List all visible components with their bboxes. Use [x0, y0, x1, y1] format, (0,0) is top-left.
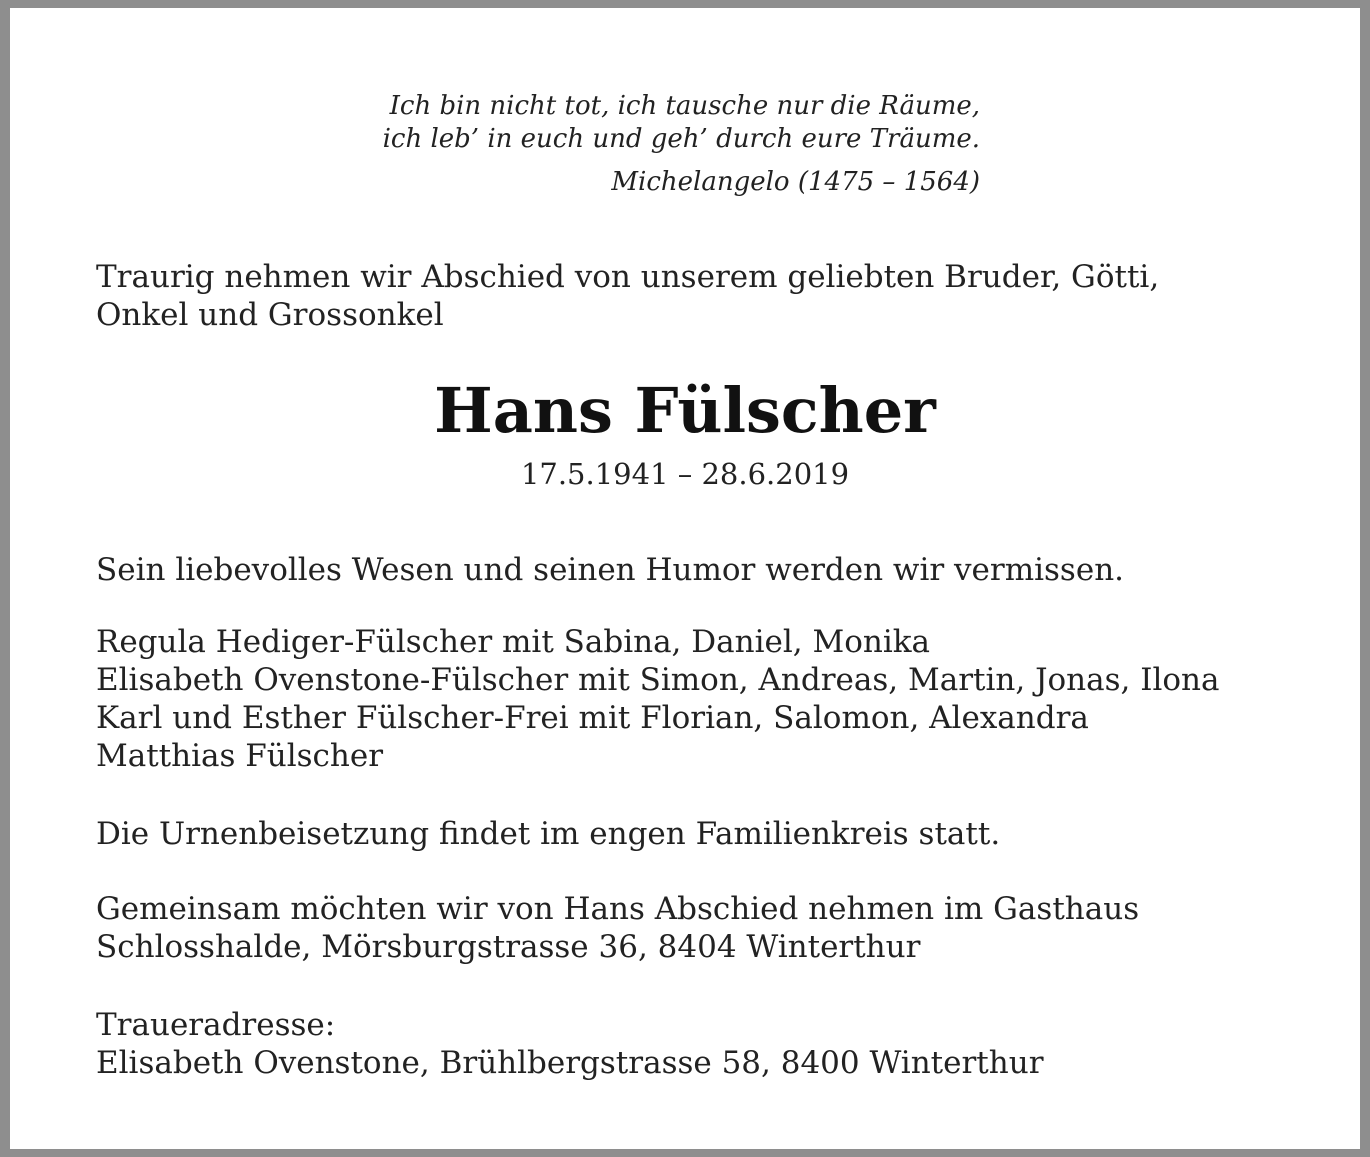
intro-line: Traurig nehmen wir Abschied von unserem geliebten Bruder, Götti,	[96, 259, 1160, 295]
quote-line: Ich bin nicht tot, ich tausche nur die Räume,	[389, 91, 980, 121]
family-member: Elisabeth Ovenstone-Fülscher mit Simon, Andreas, Martin, Jonas, Ilona	[96, 662, 1220, 698]
intro-line: Onkel und Grossonkel	[96, 297, 444, 333]
family-member: Karl und Esther Fülscher-Frei mit Florian, Salomon, Alexandra	[96, 700, 1089, 736]
epigraph-quote	[10, 90, 980, 199]
urn-notice: Die Urnenbeisetzung findet im engen Familienkreis statt.	[96, 816, 1001, 852]
mourning-address-label: Traueradresse:	[96, 1007, 336, 1043]
quote-author: Michelangelo (1475 – 1564)	[611, 167, 980, 197]
tribute-text: Sein liebevolles Wesen und seinen Humor werden wir vermissen.	[96, 552, 1125, 588]
deceased-name: Hans Fülscher	[434, 374, 936, 447]
mourning-address	[96, 1006, 1044, 1082]
gathering-notice	[96, 890, 1139, 966]
family-member: Regula Hediger-Fülscher mit Sabina, Daniel, Monika	[96, 624, 931, 660]
intro-text	[96, 258, 1159, 334]
mourning-address-value: Elisabeth Ovenstone, Brühlbergstrasse 58, 8400 Winterthur	[96, 1045, 1044, 1081]
obituary-notice	[10, 8, 1360, 1149]
life-dates: 17.5.1941 – 28.6.2019	[520, 457, 850, 491]
family-member: Matthias Fülscher	[96, 738, 384, 774]
quote-line: ich leb’ in euch und geh’ durch eure Träume.	[382, 124, 980, 154]
gathering-line: Gemeinsam möchten wir von Hans Abschied nehmen im Gasthaus	[96, 891, 1140, 927]
family-list	[96, 623, 1220, 775]
gathering-line: Schlosshalde, Mörsburgstrasse 36, 8404 Winterthur	[96, 929, 921, 965]
